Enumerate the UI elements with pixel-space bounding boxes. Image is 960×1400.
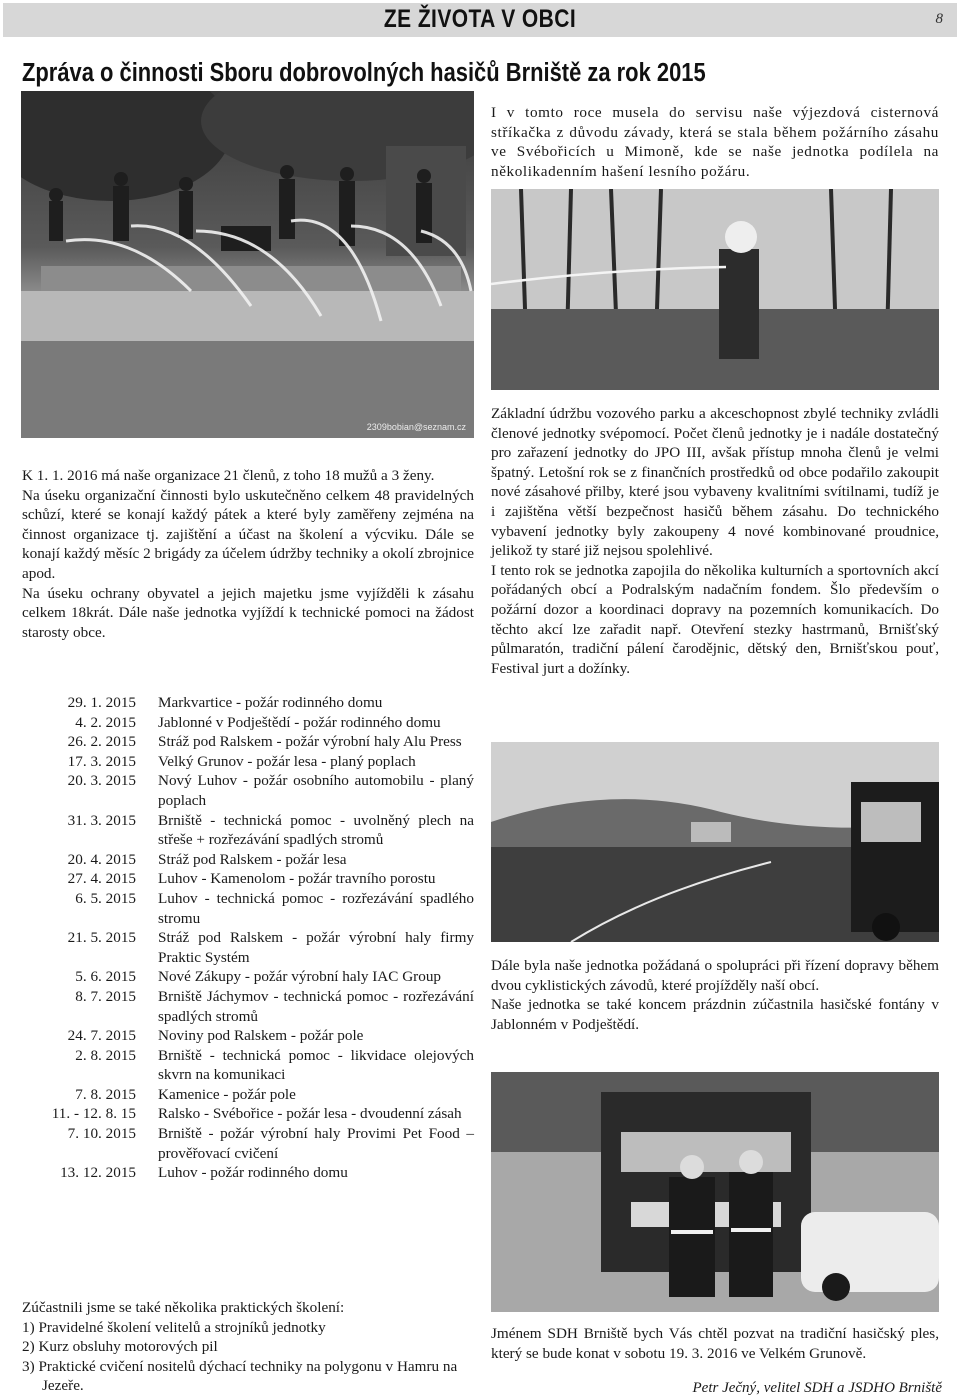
event-desc: Jablonné v Podještědí - požár rodinného domu xyxy=(158,713,441,731)
trainings-list xyxy=(22,1318,474,1396)
event-date: 20. 4. 2015 xyxy=(67,850,136,868)
page-number: 8 xyxy=(935,11,943,27)
event-row xyxy=(22,928,474,967)
cycling-paragraph: Dále byla naše jednotka požádaná o spolupráci při řízení dopravy během dvou cyklistických závodů, které projížděly naší obcí. xyxy=(491,957,939,994)
event-desc: Kamenice - požár pole xyxy=(158,1085,296,1103)
trainings-intro: Zúčastnili jsme se také několika praktických školení: xyxy=(22,1299,345,1316)
event-desc: Luhov - požár rodinného domu xyxy=(158,1164,348,1182)
event-desc: Luhov - technická pomoc - rozřezávání spadlého stromu xyxy=(158,889,474,927)
event-desc: Noviny pod Ralskem - požár pole xyxy=(158,1027,364,1045)
event-date: 29. 1. 2015 xyxy=(67,694,136,711)
event-date: 7. 8. 2015 xyxy=(75,1085,136,1103)
event-row xyxy=(22,850,474,870)
article-title: Zpráva o činnosti Sboru dobrovolných hasičů Brniště za rok 2015 xyxy=(22,59,706,87)
right-text-block-2 xyxy=(491,956,939,1034)
event-row xyxy=(22,1046,474,1085)
section-title: ZE ŽIVOTA V OBCI xyxy=(383,5,577,33)
event-row xyxy=(22,771,474,810)
event-date: 8. 7. 2015 xyxy=(75,987,136,1005)
event-desc: Brniště - technická pomoc - uvolněný plech na střeše + rozřezávání spadlých stromů xyxy=(158,811,474,849)
event-date: 5. 6. 2015 xyxy=(75,968,136,986)
event-date: 11. - 12. 8. 15 xyxy=(51,1105,136,1123)
invitation-text: Jménem SDH Brniště bych Vás chtěl pozvat na tradiční hasičský ples, který se bude konat v sobotu 19. 3. 2016 ve Velkém Grunově. xyxy=(491,1325,939,1362)
event-row xyxy=(22,889,474,928)
training-item: 3) Praktické cvičení nositelů dýchací techniky na polygonu v Hamru na Jezeře. xyxy=(22,1357,458,1395)
event-desc: Markvartice - požár rodinného domu xyxy=(158,694,383,711)
event-desc: Stráž pod Ralskem - požár výrobní haly firmy Praktic Systém xyxy=(158,929,474,966)
maintenance-paragraph: Základní údržbu vozového parku a akceschopnost zbylé techniky zvládli členové jednotky svépomocí. Počet členů jednotky je i nadále dostatečný pro zařazení jednotky do JPO III, avšak přístup mnoha členů je velmi špatný. Letošní rok se z finančních prostředků od obce podařilo zakoupit nové zásahové přilby, které jsou vybaveny kvalitními svítilnami, tudíž je i zajištěna větší bezpečnost hasičů během zásahu. Do technického vybavení jednotky byly zakoupeny 4 nové kombinované proudnice, jelikož ty staré již nejsou spolehlivé. xyxy=(491,405,939,560)
event-desc: Brniště - požár výrobní haly Provimi Pet Food – prověřovací cvičení xyxy=(158,1125,474,1162)
event-date: 2. 8. 2015 xyxy=(75,1046,136,1064)
signature: Petr Ječný, velitel SDH a JSDHO Brniště xyxy=(692,1380,942,1396)
event-row xyxy=(22,1124,474,1163)
photo-water-spraying xyxy=(21,91,474,438)
event-row xyxy=(22,987,474,1026)
left-intro-text xyxy=(22,466,474,642)
event-row xyxy=(22,732,474,752)
right-text-block-1 xyxy=(491,404,939,678)
event-desc: Stráž pod Ralskem - požár výrobní haly Alu Press xyxy=(158,733,462,751)
event-row xyxy=(22,1085,474,1105)
cultural-events-paragraph: I tento rok se jednotka zapojila do několika kulturních a sportovních akcí pořádaných obcí a Podralským nadačním fondem. Šlo především o požární dozor a koordinaci dopravy na pozemních komunikacích. Do těchto akcí lze zařadit např. Otevření stezky hastrmanů, Brnišťský půlmaratón, tradiční pálení čarodějnic, dětský den, Brnišťskou pouť, Festival jurt a dožínky. xyxy=(491,561,939,677)
protection-paragraph: Na úseku ochrany obyvatel a jejich majetku jsme vyjížděli k zásahu celkem 18krát. Dále naše jednotka vyjíždí k technické pomoci na žádost starosty obce. xyxy=(22,584,474,641)
event-row xyxy=(22,967,474,987)
training-item: 1) Pravidelné školení velitelů a strojníků jednotky xyxy=(22,1318,326,1336)
event-row xyxy=(22,752,474,772)
section-header-bar xyxy=(3,3,957,37)
event-date: 7. 10. 2015 xyxy=(67,1125,136,1143)
event-row xyxy=(22,811,474,850)
event-desc: Brniště Jáchymov - technická pomoc - rozřezávání spadlých stromů xyxy=(158,987,474,1025)
event-date: 17. 3. 2015 xyxy=(67,752,136,770)
event-desc: Ralsko - Svébořice - požár lesa - dvoudenní zásah xyxy=(158,1105,462,1123)
event-date: 26. 2. 2015 xyxy=(67,733,136,751)
event-desc: Nový Luhov - požár osobního automobilu - planý poplach xyxy=(158,772,474,809)
event-date: 4. 2. 2015 xyxy=(75,713,136,731)
event-date: 21. 5. 2015 xyxy=(67,929,136,947)
event-row xyxy=(22,1026,474,1046)
event-desc: Velký Grunov - požár lesa - planý poplach xyxy=(158,752,416,770)
members-paragraph: K 1. 1. 2016 má naše organizace 21 členů, z toho 18 mužů a 3 ženy. xyxy=(22,467,435,484)
event-row xyxy=(22,713,474,733)
photo-forest-firefighter xyxy=(491,189,939,390)
events-list xyxy=(22,693,474,1183)
event-row xyxy=(22,1163,474,1183)
event-date: 31. 3. 2015 xyxy=(67,811,136,829)
photo-watermark: 2309bobian@seznam.cz xyxy=(366,422,466,432)
event-desc: Brniště - technická pomoc - likvidace olejových skvrn na komunikaci xyxy=(158,1046,474,1084)
event-date: 20. 3. 2015 xyxy=(67,772,136,790)
trainings-section xyxy=(22,1298,474,1396)
event-desc: Luhov - Kamenolom - požár travního porostu xyxy=(158,870,436,888)
photo-firefighters-truck xyxy=(491,1072,939,1312)
event-date: 13. 12. 2015 xyxy=(60,1164,136,1182)
event-date: 6. 5. 2015 xyxy=(75,889,136,907)
fountain-paragraph: Naše jednotka se také koncem prázdnin zúčastnila hasičské fontány v Jablonném v Podještědí. xyxy=(491,996,939,1033)
event-row xyxy=(22,693,474,713)
organization-paragraph: Na úseku organizační činnosti bylo uskutečněno celkem 48 pravidelných schůzí, které se konají každý pátek a které byly zaměřeny zejména na činnost organizace tj. zajištění a účast na školení a výcviku. Dále se konají každý měsíc 2 brigády za účelem údržby techniky a okolí zbrojnice apod. xyxy=(22,486,474,582)
servicing-text: I v tomto roce musela do servisu naše výjezdová cisternová stříkačka z důvodu závady, která se stala během požárního zásahu ve Svébořicích u Mimoně, kde se naše jednotka podílela na několikadenním hašení lesního požáru. xyxy=(491,104,939,180)
event-desc: Nové Zákupy - požár výrobní haly IAC Group xyxy=(158,968,442,986)
event-desc: Stráž pod Ralskem - požár lesa xyxy=(158,850,347,868)
event-row xyxy=(22,1104,474,1124)
servicing-paragraph xyxy=(491,103,939,181)
invitation-section xyxy=(491,1324,939,1363)
event-date: 24. 7. 2015 xyxy=(67,1027,136,1045)
event-date: 27. 4. 2015 xyxy=(67,870,136,888)
photo-fire-trucks-field xyxy=(491,742,939,942)
training-item: 2) Kurz obsluhy motorových pil xyxy=(22,1338,218,1356)
event-row xyxy=(22,869,474,889)
